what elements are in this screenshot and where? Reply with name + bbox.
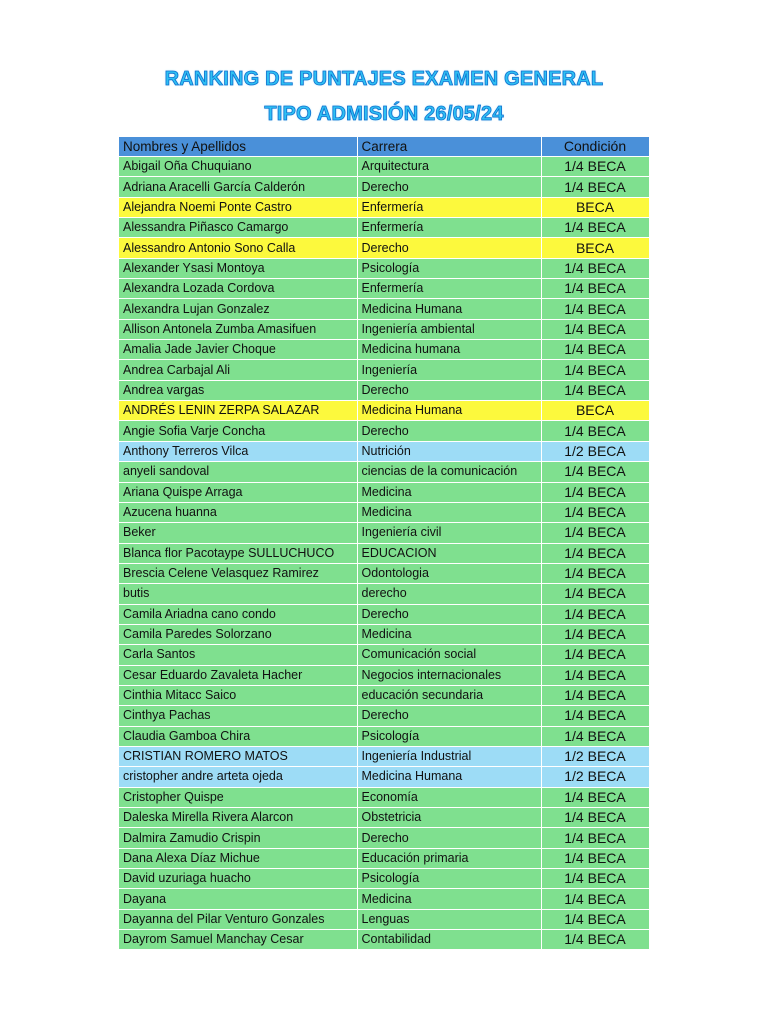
- cell-career: Medicina: [357, 889, 541, 909]
- cell-condition: 1/4 BECA: [541, 177, 649, 197]
- table-row: [119, 563, 649, 583]
- table-row: [119, 360, 649, 380]
- ranking-table: [119, 137, 650, 950]
- cell-condition: 1/4 BECA: [541, 869, 649, 889]
- cell-name: Camila Ariadna cano condo: [119, 604, 357, 624]
- cell-career: Contabilidad: [357, 930, 541, 950]
- cell-name: Adriana Aracelli García Calderón: [119, 177, 357, 197]
- cell-career: Enfermería: [357, 197, 541, 217]
- cell-condition: 1/4 BECA: [541, 624, 649, 644]
- cell-career: Medicina Humana: [357, 767, 541, 787]
- cell-career: Derecho: [357, 421, 541, 441]
- cell-condition: 1/4 BECA: [541, 909, 649, 929]
- cell-career: Ingeniería Industrial: [357, 746, 541, 766]
- table-row: [119, 299, 649, 319]
- table-row: [119, 828, 649, 848]
- cell-career: EDUCACION: [357, 543, 541, 563]
- cell-career: Odontologia: [357, 563, 541, 583]
- table-row: [119, 197, 649, 217]
- cell-condition: 1/4 BECA: [541, 380, 649, 400]
- cell-name: butis: [119, 584, 357, 604]
- cell-condition: 1/4 BECA: [541, 502, 649, 522]
- table-row: [119, 502, 649, 522]
- cell-career: ciencias de la comunicación: [357, 462, 541, 482]
- cell-career: Psicología: [357, 258, 541, 278]
- cell-condition: 1/4 BECA: [541, 482, 649, 502]
- cell-name: Brescia Celene Velasquez Ramirez: [119, 563, 357, 583]
- table-row: [119, 482, 649, 502]
- cell-name: ANDRÉS LENIN ZERPA SALAZAR: [119, 401, 357, 421]
- table-row: [119, 746, 649, 766]
- cell-career: Psicología: [357, 726, 541, 746]
- cell-condition: 1/4 BECA: [541, 787, 649, 807]
- document-subtitle: TIPO ADMISIÓN 26/05/24: [264, 103, 504, 125]
- table-row: [119, 258, 649, 278]
- cell-condition: BECA: [541, 197, 649, 217]
- cell-name: Cinthia Mitacc Saico: [119, 685, 357, 705]
- cell-career: Derecho: [357, 604, 541, 624]
- cell-career: Medicina Humana: [357, 401, 541, 421]
- cell-career: Comunicación social: [357, 645, 541, 665]
- cell-career: Derecho: [357, 177, 541, 197]
- header-carrera: Carrera: [357, 137, 541, 157]
- cell-name: Dayrom Samuel Manchay Cesar: [119, 930, 357, 950]
- cell-name: cristopher andre arteta ojeda: [119, 767, 357, 787]
- table-row: [119, 726, 649, 746]
- cell-name: Dayanna del Pilar Venturo Gonzales: [119, 909, 357, 929]
- table-row: [119, 380, 649, 400]
- cell-condition: 1/4 BECA: [541, 543, 649, 563]
- cell-condition: 1/4 BECA: [541, 889, 649, 909]
- cell-condition: 1/2 BECA: [541, 441, 649, 461]
- cell-condition: 1/4 BECA: [541, 604, 649, 624]
- cell-name: Dana Alexa Díaz Michue: [119, 848, 357, 868]
- header-nombres: Nombres y Apellidos: [119, 137, 357, 157]
- cell-name: Abigail Oña Chuquiano: [119, 157, 357, 177]
- cell-condition: 1/4 BECA: [541, 828, 649, 848]
- cell-condition: 1/4 BECA: [541, 726, 649, 746]
- cell-name: Cinthya Pachas: [119, 706, 357, 726]
- table-row: [119, 584, 649, 604]
- cell-condition: 1/4 BECA: [541, 563, 649, 583]
- cell-career: Lenguas: [357, 909, 541, 929]
- cell-name: CRISTIAN ROMERO MATOS: [119, 746, 357, 766]
- cell-condition: 1/4 BECA: [541, 462, 649, 482]
- table-row: [119, 218, 649, 238]
- cell-name: David uzuriaga huacho: [119, 869, 357, 889]
- cell-career: Derecho: [357, 238, 541, 258]
- cell-name: Alexandra Lozada Cordova: [119, 279, 357, 299]
- table-row: [119, 685, 649, 705]
- table-row: [119, 238, 649, 258]
- cell-career: Psicología: [357, 869, 541, 889]
- table-header-row: [119, 137, 649, 157]
- cell-career: Medicina: [357, 502, 541, 522]
- table-row: [119, 401, 649, 421]
- cell-career: Economía: [357, 787, 541, 807]
- cell-name: Alessandro Antonio Sono Calla: [119, 238, 357, 258]
- table-row: [119, 787, 649, 807]
- cell-name: Anthony Terreros Vilca: [119, 441, 357, 461]
- cell-condition: 1/4 BECA: [541, 279, 649, 299]
- table-row: [119, 157, 649, 177]
- cell-name: Angie Sofia Varje Concha: [119, 421, 357, 441]
- cell-condition: 1/4 BECA: [541, 808, 649, 828]
- cell-condition: 1/4 BECA: [541, 299, 649, 319]
- cell-name: Andrea vargas: [119, 380, 357, 400]
- table-row: [119, 177, 649, 197]
- cell-career: Enfermería: [357, 279, 541, 299]
- table-row: [119, 624, 649, 644]
- table-row: [119, 909, 649, 929]
- cell-name: Alexander Ysasi Montoya: [119, 258, 357, 278]
- cell-condition: 1/2 BECA: [541, 746, 649, 766]
- cell-name: Beker: [119, 523, 357, 543]
- table-row: [119, 869, 649, 889]
- cell-condition: 1/4 BECA: [541, 685, 649, 705]
- table-row: [119, 279, 649, 299]
- cell-career: Ingeniería ambiental: [357, 319, 541, 339]
- table-row: [119, 441, 649, 461]
- table-row: [119, 767, 649, 787]
- cell-career: Enfermería: [357, 218, 541, 238]
- cell-career: Medicina: [357, 624, 541, 644]
- cell-career: Ingeniería: [357, 360, 541, 380]
- cell-condition: 1/4 BECA: [541, 157, 649, 177]
- cell-condition: 1/2 BECA: [541, 767, 649, 787]
- cell-condition: 1/4 BECA: [541, 340, 649, 360]
- cell-name: Blanca flor Pacotaype SULLUCHUCO: [119, 543, 357, 563]
- cell-career: Medicina humana: [357, 340, 541, 360]
- cell-career: Medicina Humana: [357, 299, 541, 319]
- table-row: [119, 848, 649, 868]
- table-row: [119, 462, 649, 482]
- table-row: [119, 543, 649, 563]
- table-row: [119, 706, 649, 726]
- table-row: [119, 808, 649, 828]
- cell-name: Amalia Jade Javier Choque: [119, 340, 357, 360]
- cell-condition: BECA: [541, 238, 649, 258]
- cell-career: Derecho: [357, 706, 541, 726]
- cell-condition: 1/4 BECA: [541, 258, 649, 278]
- table-row: [119, 645, 649, 665]
- cell-career: Derecho: [357, 380, 541, 400]
- cell-name: Alessandra Piñasco Camargo: [119, 218, 357, 238]
- cell-career: educación secundaria: [357, 685, 541, 705]
- cell-name: Andrea Carbajal Ali: [119, 360, 357, 380]
- cell-condition: 1/4 BECA: [541, 218, 649, 238]
- cell-name: Cristopher Quispe: [119, 787, 357, 807]
- cell-career: Nutrición: [357, 441, 541, 461]
- cell-condition: 1/4 BECA: [541, 706, 649, 726]
- cell-condition: 1/4 BECA: [541, 584, 649, 604]
- table-row: [119, 604, 649, 624]
- cell-name: Ariana Quispe Arraga: [119, 482, 357, 502]
- table-row: [119, 421, 649, 441]
- cell-condition: 1/4 BECA: [541, 665, 649, 685]
- cell-career: Negocios internacionales: [357, 665, 541, 685]
- header-condicion: Condición: [541, 137, 649, 157]
- table-row: [119, 523, 649, 543]
- table-row: [119, 930, 649, 950]
- table-row: [119, 889, 649, 909]
- cell-condition: 1/4 BECA: [541, 523, 649, 543]
- cell-condition: 1/4 BECA: [541, 360, 649, 380]
- cell-condition: BECA: [541, 401, 649, 421]
- cell-name: Daleska Mirella Rivera Alarcon: [119, 808, 357, 828]
- cell-name: Alejandra Noemi Ponte Castro: [119, 197, 357, 217]
- cell-name: anyeli sandoval: [119, 462, 357, 482]
- cell-career: Medicina: [357, 482, 541, 502]
- cell-name: Claudia Gamboa Chira: [119, 726, 357, 746]
- cell-career: Obstetricia: [357, 808, 541, 828]
- table-body: [119, 157, 649, 950]
- table-row: [119, 665, 649, 685]
- cell-career: derecho: [357, 584, 541, 604]
- cell-career: Arquitectura: [357, 157, 541, 177]
- cell-condition: 1/4 BECA: [541, 421, 649, 441]
- cell-condition: 1/4 BECA: [541, 930, 649, 950]
- cell-name: Azucena huanna: [119, 502, 357, 522]
- cell-name: Dayana: [119, 889, 357, 909]
- cell-name: Carla Santos: [119, 645, 357, 665]
- table-row: [119, 319, 649, 339]
- cell-name: Allison Antonela Zumba Amasifuen: [119, 319, 357, 339]
- cell-name: Camila Paredes Solorzano: [119, 624, 357, 644]
- cell-name: Alexandra Lujan Gonzalez: [119, 299, 357, 319]
- cell-career: Ingeniería civil: [357, 523, 541, 543]
- table-row: [119, 340, 649, 360]
- cell-career: Derecho: [357, 828, 541, 848]
- cell-condition: 1/4 BECA: [541, 319, 649, 339]
- document-title: RANKING DE PUNTAJES EXAMEN GENERAL: [164, 68, 604, 90]
- cell-name: Cesar Eduardo Zavaleta Hacher: [119, 665, 357, 685]
- cell-name: Dalmira Zamudio Crispin: [119, 828, 357, 848]
- cell-condition: 1/4 BECA: [541, 848, 649, 868]
- cell-condition: 1/4 BECA: [541, 645, 649, 665]
- cell-career: Educación primaria: [357, 848, 541, 868]
